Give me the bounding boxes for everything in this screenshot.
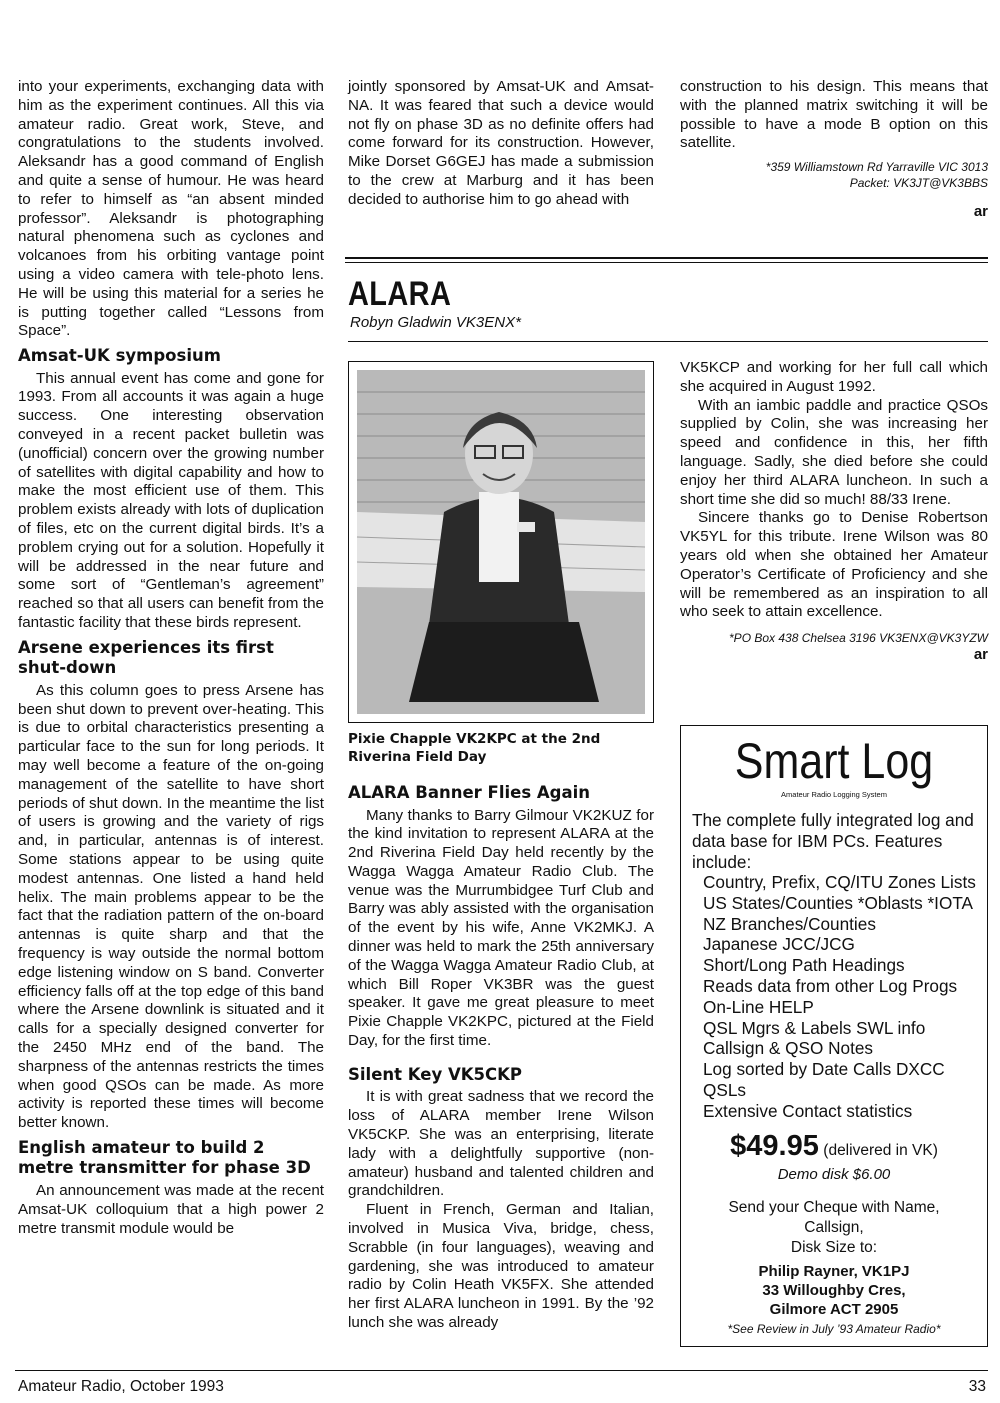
ad-feature-item: Extensive Contact statistics bbox=[703, 1100, 913, 1121]
ad-contact-street: 33 Willoughby Cres, bbox=[762, 1282, 906, 1299]
column-title: ALARA bbox=[348, 275, 452, 313]
article-paragraph: construction to his design. This means that with the planned matrix switching it will be possible to have a mode B option on this satellite. bbox=[680, 78, 988, 152]
ad-price: $49.95 bbox=[730, 1130, 819, 1162]
ad-feature-item: NZ Branches/Counties bbox=[703, 913, 876, 934]
article-end-mark: ar bbox=[973, 646, 988, 664]
ad-price-row bbox=[681, 1130, 987, 1163]
ad-feature-item: Country, Prefix, CQ/ITU Zones Lists bbox=[703, 872, 976, 892]
photo-image bbox=[349, 362, 653, 722]
ad-contact bbox=[681, 1262, 987, 1319]
smart-log-advertisement bbox=[680, 725, 988, 1347]
ad-feature-list bbox=[703, 872, 985, 1122]
ad-feature-item: Short/Long Path Headings bbox=[703, 955, 905, 976]
section-heading-alara-banner: ALARA Banner Flies Again bbox=[348, 783, 591, 802]
photo bbox=[348, 361, 654, 723]
ad-send-line: Send your Cheque with Name, bbox=[728, 1199, 940, 1216]
footer-rule bbox=[15, 1370, 988, 1371]
article-paragraph: into your experiments, exchanging data with him as the experiment continues. All this via amateur radio. Great work, Steve, and congratulations to the students involved. Aleksandr has a good command of English and quite a sense of humour. He was heard to refer to himself as “an absent minded professor”. Aleksandr is photographing natural phenomena such as cyclones and volcanoes from his orbiting vantage point using a video camera with tele-photo lens. He will be using this material for a series he is putting together called “Lessons from Space”. bbox=[18, 78, 324, 340]
ad-title: Smart Log bbox=[734, 733, 934, 789]
ad-feature-item: QSL Mgrs & Labels SWL info bbox=[703, 1017, 926, 1038]
ad-feature-item: Log sorted by Date Calls DXCC bbox=[703, 1059, 945, 1080]
section-rule bbox=[348, 341, 988, 342]
ad-feature-item: QSLs bbox=[703, 1079, 746, 1100]
author-packet-address: Packet: VK3JT@VK3BBS bbox=[849, 176, 988, 191]
article-paragraph: jointly sponsored by Amsat-UK and Amsat-NA. It was feared that such a device would not fly on phase 3D as no definite offers had come forward for its construction. However, Mike Dorset G6GEJ has made a submission to the crew at Marburg and it has been decided to authorise him to go ahead with bbox=[348, 78, 654, 208]
ad-send-line: Disk Size to: bbox=[790, 1239, 878, 1256]
ad-contact-name: Philip Rayner, VK1PJ bbox=[758, 1263, 910, 1280]
ad-send-line: Callsign, bbox=[804, 1219, 864, 1236]
ad-intro: The complete fully integrated log and data base for IBM PCs. Features include: bbox=[692, 810, 974, 872]
right-column bbox=[680, 359, 988, 665]
article-paragraph: As this column goes to press Arsene has been shut down to prevent over-heating. This is due to orbital characteristics presenting a particular face to the sun for long periods. It may well become a feature of the on-going management of the satellite to have short periods of shut down. In the meantime the list of users is growing and the variety of rigs and, in particular, antennas is of interest. Some stations appear to be using quite modest antennas. One listed a hand held helix. The main problems appear to be the fact that the radiation pattern of the on-board antennas is quite sharp and that the frequency is way outside the normal bottom edge listening window on S band. Converter efficiency falls off at the top edge of this band where the Arsene downlink is situated and it calls for a specially designed converter for the 2450 MHz end of the band. The sharpness of the antennas restricts the times when good QSOs can be made. As more activity is reported these times will become better known. bbox=[18, 681, 324, 1132]
article-paragraph: This annual event has come and gone for 1993. From all accounts it was again a huge success. One interesting observation conveyed in a recent packet bulletin was (unofficial) concern over the growing number of satellites with digital capability and how to make the most efficient use of them. This problem exists already with lots of duplication of files, etc on the current digital birds. It’s a problem crying out for a solution. Hopefully it will be addressed in the near future and some sort of “Gentleman’s agreement” reached so that all users can benefit from the fantastic facility that these birds represent. bbox=[18, 369, 324, 632]
ad-subtitle: Amateur Radio Logging System bbox=[781, 790, 887, 799]
middle-column-top bbox=[348, 78, 654, 210]
footer-publication: Amateur Radio, October 1993 bbox=[18, 1378, 224, 1395]
ad-order-instructions bbox=[681, 1198, 987, 1258]
ad-feature-item: Callsign & QSO Notes bbox=[703, 1038, 874, 1059]
article-paragraph: Fluent in French, German and Italian, involved in Musica Viva, bridge, chess, Scrabble (in four languages), weaving and gardening, she was introduced to amateur radio by Colin Heath VK5FX. She attended her first ALARA luncheon in 1991. By the ’92 lunch she was already bbox=[348, 1201, 654, 1331]
ad-feature-item: Japanese JCC/JCG bbox=[703, 934, 855, 955]
section-rule bbox=[345, 257, 988, 259]
section-heading-amsat-symposium: Amsat-UK symposium bbox=[18, 346, 221, 366]
left-column bbox=[18, 78, 324, 1238]
section-heading-silent-key: Silent Key VK5CKP bbox=[348, 1064, 522, 1084]
ad-feature-item: Reads data from other Log Progs bbox=[703, 975, 958, 996]
right-column-top bbox=[680, 78, 988, 222]
section-rule bbox=[345, 262, 988, 263]
section-heading-english-amateur: English amateur to build 2 metre transmitter for phase 3D bbox=[18, 1137, 311, 1178]
ad-feature-item: On-Line HELP bbox=[703, 996, 814, 1017]
ad-review-note: *See Review in July ’93 Amateur Radio* bbox=[727, 1322, 941, 1336]
column-byline: Robyn Gladwin VK3ENX* bbox=[350, 314, 521, 331]
ad-demo-disk: Demo disk $6.00 bbox=[777, 1166, 891, 1183]
section-heading-arsene: Arsene experiences its first shut-down bbox=[18, 637, 274, 678]
ad-price-note: (delivered in VK) bbox=[823, 1142, 938, 1159]
photo-caption: Pixie Chapple VK2KPC at the 2nd Riverina Field Day bbox=[348, 731, 601, 765]
article-paragraph: Many thanks to Barry Gilmour VK2KUZ for the kind invitation to represent ALARA at the 2nd Riverina Field Day held recently by the Wagga Wagga Amateur Radio Club. The venue was the Murrumbidgee Turf Club and Barry was ably assisted with the organisation of the event by his wife, Anne VK2MKJ. A dinner was held to mark the 25th anniversary of the Wagga Wagga Amateur Radio Club, at which Bill Roper VK3BR was the guest speaker. It gave me great pleasure to meet Pixie Chapple VK2KPC, pictured at the Field Day, for the first time. bbox=[348, 806, 654, 1050]
article-end-mark: ar bbox=[973, 203, 988, 221]
article-paragraph: With an iambic paddle and practice QSOs supplied by Colin, she was increasing her speed and confidence in this, her fifth language. Sadly, she died before she could enjoy her third ALARA luncheon. In such a short time she did so much! 88/33 Irene. bbox=[680, 396, 988, 508]
article-paragraph: VK5KCP and working for her full call which she acquired in August 1992. bbox=[680, 359, 988, 395]
page-number: 33 bbox=[968, 1378, 986, 1395]
author-address: *359 Williamstown Rd Yarraville VIC 3013 bbox=[765, 160, 988, 175]
article-paragraph: Sincere thanks go to Denise Robertson VK5YL for this tribute. Irene Wilson was 80 years old when she obtained her Amateur Operator’s Certificate of Proficiency and she will be remembered as an inspiration to all who seek to attain excellence. bbox=[680, 509, 988, 621]
article-paragraph: An announcement was made at the recent Amsat-UK colloquium that a high power 2 metre transmit module would be bbox=[18, 1181, 324, 1237]
ad-feature-item: US States/Counties *Oblasts *IOTA bbox=[703, 892, 974, 913]
author-address: *PO Box 438 Chelsea 3196 VK3ENX@VK3YZW bbox=[729, 631, 988, 646]
ad-contact-city: Gilmore ACT 2905 bbox=[769, 1301, 899, 1318]
middle-column bbox=[348, 778, 654, 1333]
article-paragraph: It is with great sadness that we record the loss of ALARA member Irene Wilson VK5CKP. She was an enterprising, literate lady with a delightfully supportive (non-amateur) husband and talented children and grandchildren. bbox=[348, 1088, 654, 1200]
